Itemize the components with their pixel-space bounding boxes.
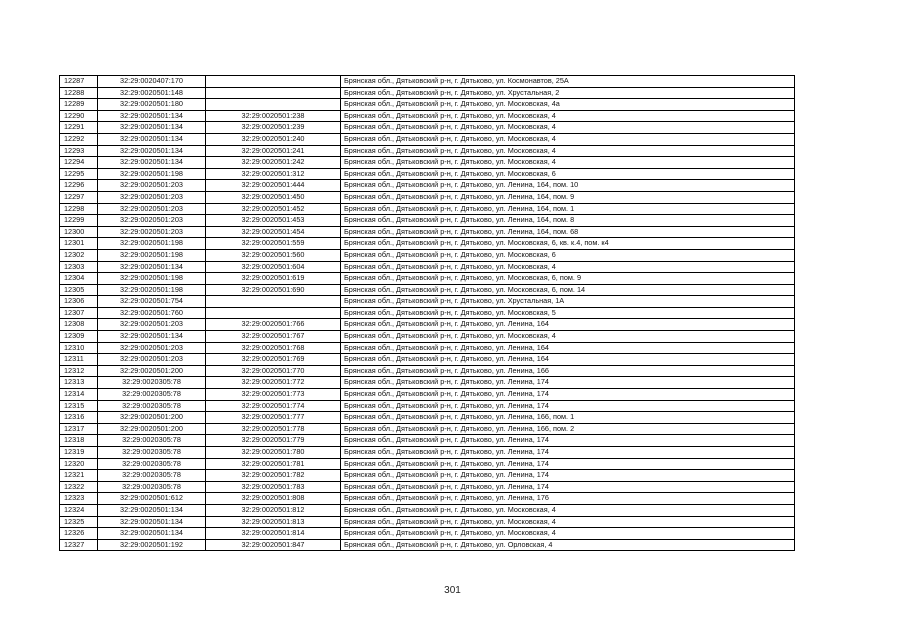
parent-cadastral-number-cell: 32:29:0020501:619 bbox=[206, 273, 341, 285]
address-cell: Брянская обл., Дятьковский р-н, г. Дятьково, ул. Ленина, 174 bbox=[341, 400, 795, 412]
parent-cadastral-number-cell: 32:29:0020501:781 bbox=[206, 458, 341, 470]
cadastral-number-cell: 32:29:0020305:78 bbox=[98, 458, 206, 470]
cadastral-number-cell: 32:29:0020501:134 bbox=[98, 331, 206, 343]
cadastral-number-cell: 32:29:0020501:134 bbox=[98, 157, 206, 169]
address-cell: Брянская обл., Дятьковский р-н, г. Дятьково, ул. Ленина, 174 bbox=[341, 470, 795, 482]
address-cell: Брянская обл., Дятьковский р-н, г. Дятьково, ул. Ленина, 166, пом. 1 bbox=[341, 412, 795, 424]
parent-cadastral-number-cell: 32:29:0020501:778 bbox=[206, 423, 341, 435]
parent-cadastral-number-cell: 32:29:0020501:452 bbox=[206, 203, 341, 215]
parent-cadastral-number-cell: 32:29:0020501:444 bbox=[206, 180, 341, 192]
address-cell: Брянская обл., Дятьковский р-н, г. Дятьково, ул. Ленина, 164 bbox=[341, 319, 795, 331]
table-row bbox=[60, 389, 795, 401]
parent-cadastral-number-cell: 32:29:0020501:241 bbox=[206, 145, 341, 157]
address-cell: Брянская обл., Дятьковский р-н, г. Дятьково, ул. Московская, 4 bbox=[341, 261, 795, 273]
table-row bbox=[60, 447, 795, 459]
address-cell: Брянская обл., Дятьковский р-н, г. Дятьково, ул. Ленина, 164, пом. 1 bbox=[341, 203, 795, 215]
parent-cadastral-number-cell: 32:29:0020501:242 bbox=[206, 157, 341, 169]
parent-cadastral-number-cell: 32:29:0020501:454 bbox=[206, 226, 341, 238]
address-cell: Брянская обл., Дятьковский р-н, г. Дятьково, ул. Ленина, 174 bbox=[341, 458, 795, 470]
table-row bbox=[60, 145, 795, 157]
table-row bbox=[60, 76, 795, 88]
table-row bbox=[60, 423, 795, 435]
cadastral-number-cell: 32:29:0020501:134 bbox=[98, 528, 206, 540]
parent-cadastral-number-cell: 32:29:0020501:808 bbox=[206, 493, 341, 505]
table-row bbox=[60, 99, 795, 111]
table-row bbox=[60, 273, 795, 285]
parent-cadastral-number-cell: 32:29:0020501:766 bbox=[206, 319, 341, 331]
row-number-cell: 12326 bbox=[60, 528, 98, 540]
cadastral-number-cell: 32:29:0020501:198 bbox=[98, 168, 206, 180]
cadastral-register-table bbox=[59, 75, 795, 551]
parent-cadastral-number-cell: 32:29:0020501:774 bbox=[206, 400, 341, 412]
cadastral-number-cell: 32:29:0020501:203 bbox=[98, 191, 206, 203]
address-cell: Брянская обл., Дятьковский р-н, г. Дятьково, ул. Ленина, 166, пом. 2 bbox=[341, 423, 795, 435]
address-cell: Брянская обл., Дятьковский р-н, г. Дятьково, ул. Московская, 4а bbox=[341, 99, 795, 111]
cadastral-number-cell: 32:29:0020501:134 bbox=[98, 145, 206, 157]
address-cell: Брянская обл., Дятьковский р-н, г. Дятьково, ул. Московская, 4 bbox=[341, 122, 795, 134]
address-cell: Брянская обл., Дятьковский р-н, г. Дятьково, ул. Ленина, 164, пом. 10 bbox=[341, 180, 795, 192]
row-number-cell: 12298 bbox=[60, 203, 98, 215]
cadastral-number-cell: 32:29:0020501:612 bbox=[98, 493, 206, 505]
parent-cadastral-number-cell: 32:29:0020501:312 bbox=[206, 168, 341, 180]
row-number-cell: 12309 bbox=[60, 331, 98, 343]
cadastral-number-cell: 32:29:0020501:134 bbox=[98, 504, 206, 516]
row-number-cell: 12307 bbox=[60, 307, 98, 319]
cadastral-number-cell: 32:29:0020501:198 bbox=[98, 284, 206, 296]
address-cell: Брянская обл., Дятьковский р-н, г. Дятьково, ул. Московская, 4 bbox=[341, 145, 795, 157]
cadastral-number-cell: 32:29:0020407:170 bbox=[98, 76, 206, 88]
table-row bbox=[60, 354, 795, 366]
row-number-cell: 12311 bbox=[60, 354, 98, 366]
address-cell: Брянская обл., Дятьковский р-н, г. Дятьково, ул. Московская, 4 bbox=[341, 157, 795, 169]
cadastral-number-cell: 32:29:0020501:198 bbox=[98, 249, 206, 261]
row-number-cell: 12316 bbox=[60, 412, 98, 424]
row-number-cell: 12322 bbox=[60, 481, 98, 493]
address-cell: Брянская обл., Дятьковский р-н, г. Дятьково, ул. Московская, 6, кв. к.4, пом. к4 bbox=[341, 238, 795, 250]
parent-cadastral-number-cell bbox=[206, 99, 341, 111]
table-row bbox=[60, 249, 795, 261]
row-number-cell: 12318 bbox=[60, 435, 98, 447]
table-row bbox=[60, 168, 795, 180]
parent-cadastral-number-cell: 32:29:0020501:770 bbox=[206, 365, 341, 377]
table-row bbox=[60, 110, 795, 122]
address-cell: Брянская обл., Дятьковский р-н, г. Дятьково, ул. Ленина, 166 bbox=[341, 365, 795, 377]
cadastral-number-cell: 32:29:0020501:203 bbox=[98, 215, 206, 227]
parent-cadastral-number-cell bbox=[206, 296, 341, 308]
address-cell: Брянская обл., Дятьковский р-н, г. Дятьково, ул. Ленина, 174 bbox=[341, 447, 795, 459]
address-cell: Брянская обл., Дятьковский р-н, г. Дятьково, ул. Ленина, 174 bbox=[341, 481, 795, 493]
address-cell: Брянская обл., Дятьковский р-н, г. Дятьково, ул. Московская, 4 bbox=[341, 133, 795, 145]
address-cell: Брянская обл., Дятьковский р-н, г. Дятьково, ул. Московская, 6, пом. 14 bbox=[341, 284, 795, 296]
row-number-cell: 12296 bbox=[60, 180, 98, 192]
cadastral-number-cell: 32:29:0020501:198 bbox=[98, 238, 206, 250]
cadastral-number-cell: 32:29:0020501:148 bbox=[98, 87, 206, 99]
address-cell: Брянская обл., Дятьковский р-н, г. Дятьково, ул. Хрустальная, 1А bbox=[341, 296, 795, 308]
address-cell: Брянская обл., Дятьковский р-н, г. Дятьково, ул. Ленина, 164 bbox=[341, 342, 795, 354]
table-row bbox=[60, 539, 795, 551]
row-number-cell: 12317 bbox=[60, 423, 98, 435]
parent-cadastral-number-cell: 32:29:0020501:772 bbox=[206, 377, 341, 389]
cadastral-number-cell: 32:29:0020305:78 bbox=[98, 377, 206, 389]
address-cell: Брянская обл., Дятьковский р-н, г. Дятьково, ул. Ленина, 164, пом. 68 bbox=[341, 226, 795, 238]
parent-cadastral-number-cell: 32:29:0020501:779 bbox=[206, 435, 341, 447]
table-row bbox=[60, 435, 795, 447]
table-body bbox=[60, 76, 795, 551]
row-number-cell: 12312 bbox=[60, 365, 98, 377]
table-row bbox=[60, 377, 795, 389]
row-number-cell: 12323 bbox=[60, 493, 98, 505]
cadastral-number-cell: 32:29:0020501:200 bbox=[98, 423, 206, 435]
parent-cadastral-number-cell: 32:29:0020501:559 bbox=[206, 238, 341, 250]
parent-cadastral-number-cell: 32:29:0020501:453 bbox=[206, 215, 341, 227]
row-number-cell: 12321 bbox=[60, 470, 98, 482]
row-number-cell: 12299 bbox=[60, 215, 98, 227]
parent-cadastral-number-cell bbox=[206, 307, 341, 319]
table-row bbox=[60, 481, 795, 493]
row-number-cell: 12310 bbox=[60, 342, 98, 354]
address-cell: Брянская обл., Дятьковский р-н, г. Дятьково, ул. Московская, 4 bbox=[341, 110, 795, 122]
address-cell: Брянская обл., Дятьковский р-н, г. Дятьково, ул. Московская, 6, пом. 9 bbox=[341, 273, 795, 285]
row-number-cell: 12289 bbox=[60, 99, 98, 111]
row-number-cell: 12308 bbox=[60, 319, 98, 331]
row-number-cell: 12290 bbox=[60, 110, 98, 122]
cadastral-number-cell: 32:29:0020501:203 bbox=[98, 319, 206, 331]
address-cell: Брянская обл., Дятьковский р-н, г. Дятьково, ул. Ленина, 176 bbox=[341, 493, 795, 505]
cadastral-number-cell: 32:29:0020501:203 bbox=[98, 354, 206, 366]
table-row bbox=[60, 365, 795, 377]
table-row bbox=[60, 528, 795, 540]
row-number-cell: 12304 bbox=[60, 273, 98, 285]
cadastral-number-cell: 32:29:0020501:134 bbox=[98, 516, 206, 528]
table-row bbox=[60, 412, 795, 424]
cadastral-number-cell: 32:29:0020501:198 bbox=[98, 273, 206, 285]
parent-cadastral-number-cell: 32:29:0020501:238 bbox=[206, 110, 341, 122]
table-row bbox=[60, 331, 795, 343]
parent-cadastral-number-cell: 32:29:0020501:814 bbox=[206, 528, 341, 540]
cadastral-number-cell: 32:29:0020501:754 bbox=[98, 296, 206, 308]
table-row bbox=[60, 157, 795, 169]
address-cell: Брянская обл., Дятьковский р-н, г. Дятьково, ул. Московская, 4 bbox=[341, 331, 795, 343]
parent-cadastral-number-cell: 32:29:0020501:780 bbox=[206, 447, 341, 459]
parent-cadastral-number-cell bbox=[206, 76, 341, 88]
table-row bbox=[60, 400, 795, 412]
cadastral-number-cell: 32:29:0020501:200 bbox=[98, 365, 206, 377]
row-number-cell: 12303 bbox=[60, 261, 98, 273]
parent-cadastral-number-cell: 32:29:0020501:768 bbox=[206, 342, 341, 354]
cadastral-number-cell: 32:29:0020501:203 bbox=[98, 226, 206, 238]
parent-cadastral-number-cell: 32:29:0020501:783 bbox=[206, 481, 341, 493]
table-row bbox=[60, 516, 795, 528]
row-number-cell: 12291 bbox=[60, 122, 98, 134]
address-cell: Брянская обл., Дятьковский р-н, г. Дятьково, ул. Московская, 5 bbox=[341, 307, 795, 319]
address-cell: Брянская обл., Дятьковский р-н, г. Дятьково, ул. Ленина, 164, пом. 8 bbox=[341, 215, 795, 227]
row-number-cell: 12297 bbox=[60, 191, 98, 203]
row-number-cell: 12320 bbox=[60, 458, 98, 470]
table-row bbox=[60, 470, 795, 482]
page-number: 301 bbox=[444, 585, 461, 596]
cadastral-number-cell: 32:29:0020501:134 bbox=[98, 133, 206, 145]
cadastral-number-cell: 32:29:0020305:78 bbox=[98, 447, 206, 459]
row-number-cell: 12314 bbox=[60, 389, 98, 401]
table-row bbox=[60, 261, 795, 273]
table-row bbox=[60, 203, 795, 215]
address-cell: Брянская обл., Дятьковский р-н, г. Дятьково, ул. Московская, 6 bbox=[341, 168, 795, 180]
table-row bbox=[60, 191, 795, 203]
cadastral-number-cell: 32:29:0020501:203 bbox=[98, 203, 206, 215]
table-row bbox=[60, 284, 795, 296]
row-number-cell: 12305 bbox=[60, 284, 98, 296]
row-number-cell: 12292 bbox=[60, 133, 98, 145]
row-number-cell: 12287 bbox=[60, 76, 98, 88]
row-number-cell: 12324 bbox=[60, 504, 98, 516]
row-number-cell: 12295 bbox=[60, 168, 98, 180]
row-number-cell: 12315 bbox=[60, 400, 98, 412]
row-number-cell: 12319 bbox=[60, 447, 98, 459]
cadastral-number-cell: 32:29:0020501:203 bbox=[98, 180, 206, 192]
address-cell: Брянская обл., Дятьковский р-н, г. Дятьково, ул. Ленина, 164, пом. 9 bbox=[341, 191, 795, 203]
cadastral-number-cell: 32:29:0020501:200 bbox=[98, 412, 206, 424]
row-number-cell: 12288 bbox=[60, 87, 98, 99]
table-row bbox=[60, 122, 795, 134]
row-number-cell: 12313 bbox=[60, 377, 98, 389]
parent-cadastral-number-cell: 32:29:0020501:690 bbox=[206, 284, 341, 296]
address-cell: Брянская обл., Дятьковский р-н, г. Дятьково, ул. Ленина, 174 bbox=[341, 435, 795, 447]
parent-cadastral-number-cell: 32:29:0020501:767 bbox=[206, 331, 341, 343]
row-number-cell: 12300 bbox=[60, 226, 98, 238]
address-cell: Брянская обл., Дятьковский р-н, г. Дятьково, ул. Московская, 4 bbox=[341, 504, 795, 516]
parent-cadastral-number-cell: 32:29:0020501:847 bbox=[206, 539, 341, 551]
parent-cadastral-number-cell: 32:29:0020501:450 bbox=[206, 191, 341, 203]
parent-cadastral-number-cell: 32:29:0020501:604 bbox=[206, 261, 341, 273]
cadastral-number-cell: 32:29:0020501:180 bbox=[98, 99, 206, 111]
address-cell: Брянская обл., Дятьковский р-н, г. Дятьково, ул. Орловская, 4 bbox=[341, 539, 795, 551]
table-row bbox=[60, 180, 795, 192]
parent-cadastral-number-cell: 32:29:0020501:240 bbox=[206, 133, 341, 145]
table-row bbox=[60, 493, 795, 505]
parent-cadastral-number-cell: 32:29:0020501:812 bbox=[206, 504, 341, 516]
cadastral-number-cell: 32:29:0020305:78 bbox=[98, 470, 206, 482]
parent-cadastral-number-cell bbox=[206, 87, 341, 99]
table-row bbox=[60, 458, 795, 470]
row-number-cell: 12302 bbox=[60, 249, 98, 261]
address-cell: Брянская обл., Дятьковский р-н, г. Дятьково, ул. Московская, 4 bbox=[341, 516, 795, 528]
address-cell: Брянская обл., Дятьковский р-н, г. Дятьково, ул. Хрустальная, 2 bbox=[341, 87, 795, 99]
table-row bbox=[60, 307, 795, 319]
parent-cadastral-number-cell: 32:29:0020501:773 bbox=[206, 389, 341, 401]
address-cell: Брянская обл., Дятьковский р-н, г. Дятьково, ул. Ленина, 164 bbox=[341, 354, 795, 366]
parent-cadastral-number-cell: 32:29:0020501:769 bbox=[206, 354, 341, 366]
cadastral-number-cell: 32:29:0020305:78 bbox=[98, 435, 206, 447]
table-row bbox=[60, 296, 795, 308]
address-cell: Брянская обл., Дятьковский р-н, г. Дятьково, ул. Московская, 4 bbox=[341, 528, 795, 540]
table-row bbox=[60, 87, 795, 99]
cadastral-number-cell: 32:29:0020305:78 bbox=[98, 481, 206, 493]
row-number-cell: 12325 bbox=[60, 516, 98, 528]
parent-cadastral-number-cell: 32:29:0020501:813 bbox=[206, 516, 341, 528]
cadastral-number-cell: 32:29:0020501:134 bbox=[98, 110, 206, 122]
cadastral-number-cell: 32:29:0020501:203 bbox=[98, 342, 206, 354]
table-row bbox=[60, 133, 795, 145]
table-row bbox=[60, 238, 795, 250]
cadastral-number-cell: 32:29:0020501:192 bbox=[98, 539, 206, 551]
address-cell: Брянская обл., Дятьковский р-н, г. Дятьково, ул. Ленина, 174 bbox=[341, 389, 795, 401]
address-cell: Брянская обл., Дятьковский р-н, г. Дятьково, ул. Ленина, 174 bbox=[341, 377, 795, 389]
table-row bbox=[60, 226, 795, 238]
cadastral-number-cell: 32:29:0020305:78 bbox=[98, 389, 206, 401]
parent-cadastral-number-cell: 32:29:0020501:560 bbox=[206, 249, 341, 261]
table-row bbox=[60, 215, 795, 227]
address-cell: Брянская обл., Дятьковский р-н, г. Дятьково, ул. Московская, 6 bbox=[341, 249, 795, 261]
row-number-cell: 12293 bbox=[60, 145, 98, 157]
row-number-cell: 12306 bbox=[60, 296, 98, 308]
row-number-cell: 12301 bbox=[60, 238, 98, 250]
parent-cadastral-number-cell: 32:29:0020501:239 bbox=[206, 122, 341, 134]
row-number-cell: 12327 bbox=[60, 539, 98, 551]
table-row bbox=[60, 342, 795, 354]
parent-cadastral-number-cell: 32:29:0020501:777 bbox=[206, 412, 341, 424]
cadastral-number-cell: 32:29:0020501:134 bbox=[98, 261, 206, 273]
row-number-cell: 12294 bbox=[60, 157, 98, 169]
cadastral-number-cell: 32:29:0020501:134 bbox=[98, 122, 206, 134]
table-row bbox=[60, 319, 795, 331]
address-cell: Брянская обл., Дятьковский р-н, г. Дятьково, ул. Космонавтов, 25А bbox=[341, 76, 795, 88]
parent-cadastral-number-cell: 32:29:0020501:782 bbox=[206, 470, 341, 482]
table-row bbox=[60, 504, 795, 516]
cadastral-number-cell: 32:29:0020305:78 bbox=[98, 400, 206, 412]
cadastral-number-cell: 32:29:0020501:760 bbox=[98, 307, 206, 319]
